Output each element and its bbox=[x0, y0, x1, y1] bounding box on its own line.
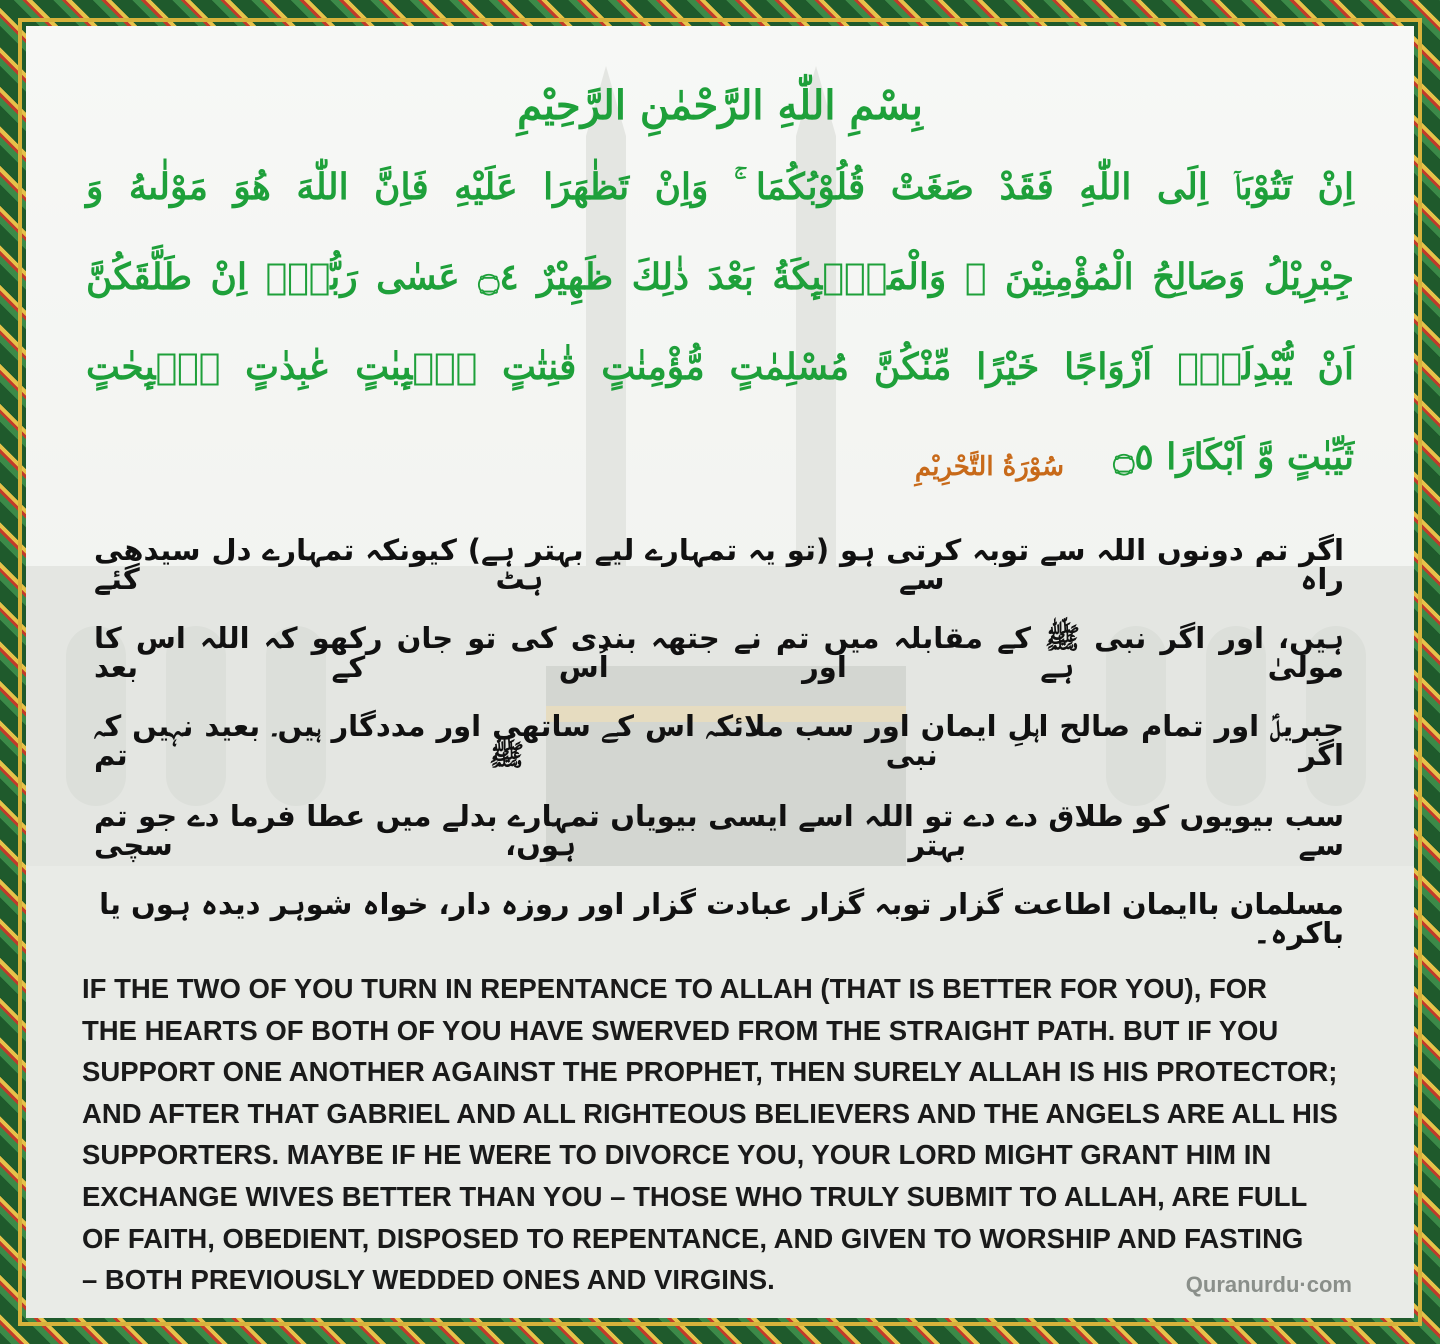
urdu-translation-line: مسلمان باایمان اطاعت گزار توبہ گزار عبادت گزار اور روزہ دار، خواہ شوہر دیدہ ہوں یا باکرہ۔ bbox=[99, 887, 1344, 950]
urdu-translation-line: ہیں، اور اگر نبی ﷺ کے مقابلہ میں تم نے جتھہ بندی کی تو جان رکھو کہ اللہ اس کا مولیٰ ہے اور اُس کے بعد bbox=[94, 621, 1344, 684]
surah-name: سُوْرَةُ التَّحْرِيْمِ bbox=[914, 452, 1064, 482]
urdu-translation-line: سب بیویوں کو طلاق دے دے تو اللہ اسے ایسی بیویاں تمہارے بدلے میں عطا فرما دے جو تم سے بہتر ہوں، سچی bbox=[94, 799, 1344, 862]
english-translation-line: EXCHANGE WIVES BETTER THAN YOU – THOSE WHO TRULY SUBMIT TO ALLAH, ARE FULL bbox=[82, 1180, 1308, 1212]
basmala: بِسْمِ اللّٰهِ الرَّحْمٰنِ الرَّحِيْمِ bbox=[517, 82, 923, 129]
english-translation bbox=[82, 968, 1372, 1301]
arabic-verse-line: اَنْ يُّبْدِلَهٗۤ اَزْوَاجًا خَيْرًا مِّنْكُنَّ مُسْلِمٰتٍ مُّؤْمِنٰتٍ قٰنِتٰتٍ تٰۤىِٕبٰتٍ عٰبِدٰتٍ سٰۤىِٕحٰتٍ bbox=[86, 346, 1354, 388]
english-translation-line: AND AFTER THAT GABRIEL AND ALL RIGHTEOUS BELIEVERS AND THE ANGELS ARE ALL HIS bbox=[82, 1097, 1338, 1129]
urdu-translation-line: اگر تم دونوں اللہ سے توبہ کرتی ہو (تو یہ تمہارے لیے بہتر ہے) کیونکہ تمہارے دل سیدھی راہ سے ہٹ گئے bbox=[94, 533, 1344, 596]
arabic-verse-line: جِبْرِيْلُ وَصَالِحُ الْمُؤْمِنِيْنَ ۚ وَالْمَلٰۤىِٕكَةُ بَعْدَ ذٰلِكَ ظَهِيْرٌ ۝٤ عَسٰى رَبُّهٗۤ اِنْ طَلَّقَكُنَّ bbox=[86, 256, 1354, 298]
english-translation-line: OF FAITH, OBEDIENT, DISPOSED TO REPENTANCE, AND GIVEN TO WORSHIP AND FASTING bbox=[82, 1222, 1304, 1254]
arabic-verse-line: اِنْ تَتُوْبَاۤ اِلَى اللّٰهِ فَقَدْ صَغَتْ قُلُوْبُكُمَا ۚ وَاِنْ تَظٰهَرَا عَلَيْهِ فَاِنَّ اللّٰهَ هُوَ مَوْلٰىهُ وَ bbox=[86, 166, 1354, 208]
arabic-verse-line: ثَيِّبٰتٍ وَّ اَبْكَارًا ۝٥ bbox=[1113, 436, 1354, 478]
english-translation-line: THE HEARTS OF BOTH OF YOU HAVE SWERVED FROM THE STRAIGHT PATH. BUT IF YOU bbox=[82, 1014, 1279, 1046]
english-translation-line: SUPPORTERS. MAYBE IF HE WERE TO DIVORCE YOU, YOUR LORD MIGHT GRANT HIM IN bbox=[82, 1139, 1272, 1171]
content-panel bbox=[26, 26, 1414, 1318]
site-watermark: Quranurdu·com bbox=[1185, 1272, 1352, 1297]
english-translation-line: – BOTH PREVIOUSLY WEDDED ONES AND VIRGINS. bbox=[82, 1264, 775, 1296]
english-translation-line: IF THE TWO OF YOU TURN IN REPENTANCE TO ALLAH (THAT IS BETTER FOR YOU), FOR bbox=[82, 973, 1268, 1004]
urdu-translation-line: جبریلؑ اور تمام صالح اہلِ ایمان اور سب ملائکہ اس کے ساتھی اور مددگار ہیں۔ بعید نہیں کہ اگر نبی ﷺ تم bbox=[94, 709, 1344, 772]
english-translation-line: SUPPORT ONE ANOTHER AGAINST THE PROPHET, THEN SURELY ALLAH IS HIS PROTECTOR; bbox=[82, 1056, 1338, 1088]
